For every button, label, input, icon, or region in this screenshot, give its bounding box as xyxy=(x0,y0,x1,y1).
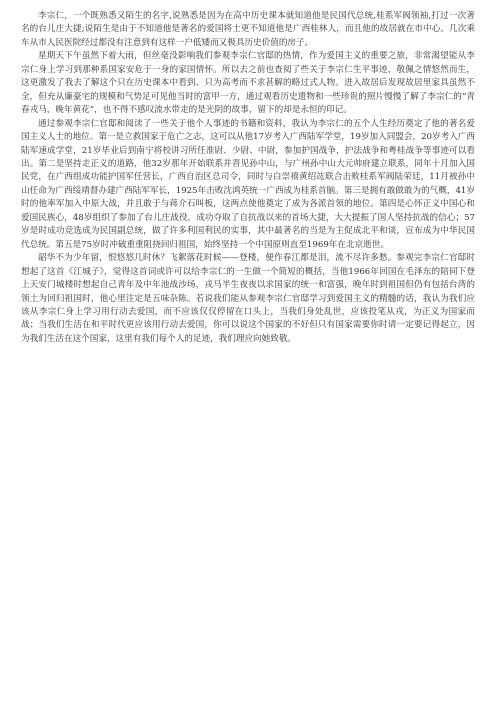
paragraph-reflection: 韶华不为少年留，恨悠悠几时休？飞絮落花时候——登楼，便作春江都是泪，流不尽许多愁。参观完李宗仁官邸时想起了这首《江城子》，觉得这首词或许可以给李宗仁的一生做一个简短的概括，当他1966年回国在毛泽东的陪同下登上天安门城楼时想起自己青年及中年池战沙场，戎马半生夜夜以求国家的统一和富强，晚年时到祖国但仍有包括台湾的领土为回归祖国时，他心里注定是五味杂陈。若说我们能从参观李宗仁官邸学习到爱国主义的精髓的话，我认为我们应该从李宗仁身上学习用行动去爱国，而不应该仅仅停留在口头上，当我们身处乱世，应该投笔从戎，为正义为国家而战；当我们生活在和平时代更应该用行动去爱国，你可以说这个国家的不好但只有国家需要你时请一定要记得起立，因为我们生活在这个国家，这里有我们每个人的足迹，我们理应向她致敬。 xyxy=(21,253,475,344)
paragraph-life-experiences: 通过参观李宗仁官邸和阅读了一些关于他个人事迹的书籍和资料，我认为李宗仁的五个人生经历奠定了他的著名爱国主义人士的地位。第一是立救国家于危亡之志，这可以从他17岁考入广西陆军学堂，19岁加入同盟会，20岁考入广西陆军速成学堂，21岁毕业后到南宁将校讲习所任准尉、少尉、中尉，参加护国战争，护法战争和粤桂战争等事迹可以看出。第二是坚持走正义的道路，他32岁那年开始联系并晋见孙中山，与广州孙中山大元帅府建立联系，同年十月加入国民党，在广西组成功能护国军任营长，广西自治区总司令，同时与白崇禧黄绍竑联合击败桂系军阀陆荣廷，11月被孙中山任命为广西绥靖督办建广西陆军军长，1925年击败沈鸿英统一广西成为桂系首脑。第三是拥有敢做敢为的气概，41岁时的他率军加入中原大战，并且敢于与蒋介石叫板，这两点使他奠定了成为各派首领的地位。第四是心怀正义中国心和爱国民族心，48岁组织了参加了台儿庄战役，成功夺取了自抗战以来的首场大捷，大大提振了国人坚持抗战的信心；57岁是时成功竞选成为民国副总统，做了许多利国利民的实事，其中最著名的当是为主促成北平和谈，宣布成为中华民国代总统。第五是75岁时冲破重重阻挠回归祖国，始终坚持一个中国原则直至1969年在北京逝世。 xyxy=(21,118,475,250)
paragraph-intro: 李宗仁，一个既熟悉又陌生的名字,说熟悉是因为在高中历史课本就知道他是民国代总统,桂系军阀领袖,打过一次著名的台儿庄大捷;说陌生是由于不知道他是著名的爱国将士更不知道他是广西桂林人，而且他的故居就在市中心。几次乘车从市人民医院经过都没有注意到有这样一户低矮而又极具历史价值的房子。 xyxy=(21,11,475,48)
paragraph-visit: 星期天下午虽然下着大雨，但丝毫没影响我们参观李宗仁官邸的热情，作为爱国主义的重要之旅，非常渴望能从李宗仁身上学习到那种系国家安危于一身的家国情怀。所以去之前也查阅了些关于李宗仁生平事迹，敬佩之情悠然而生，这更激发了我去了解这个只在历史课本中看到、只为高考而不求甚解的略过式人物。进入故居后发现故居里家具虽然不全，但充从廉豪宅的规模和气势足可见他当时的富甲一方，通过观看历史遗物和一些珍贵的照片慢慢了解了李宗仁的“青春戎马，晚年黄花”，也不得不感叹流水带走的是光阴的故事，留下的却是永恒的印记。 xyxy=(21,51,475,116)
